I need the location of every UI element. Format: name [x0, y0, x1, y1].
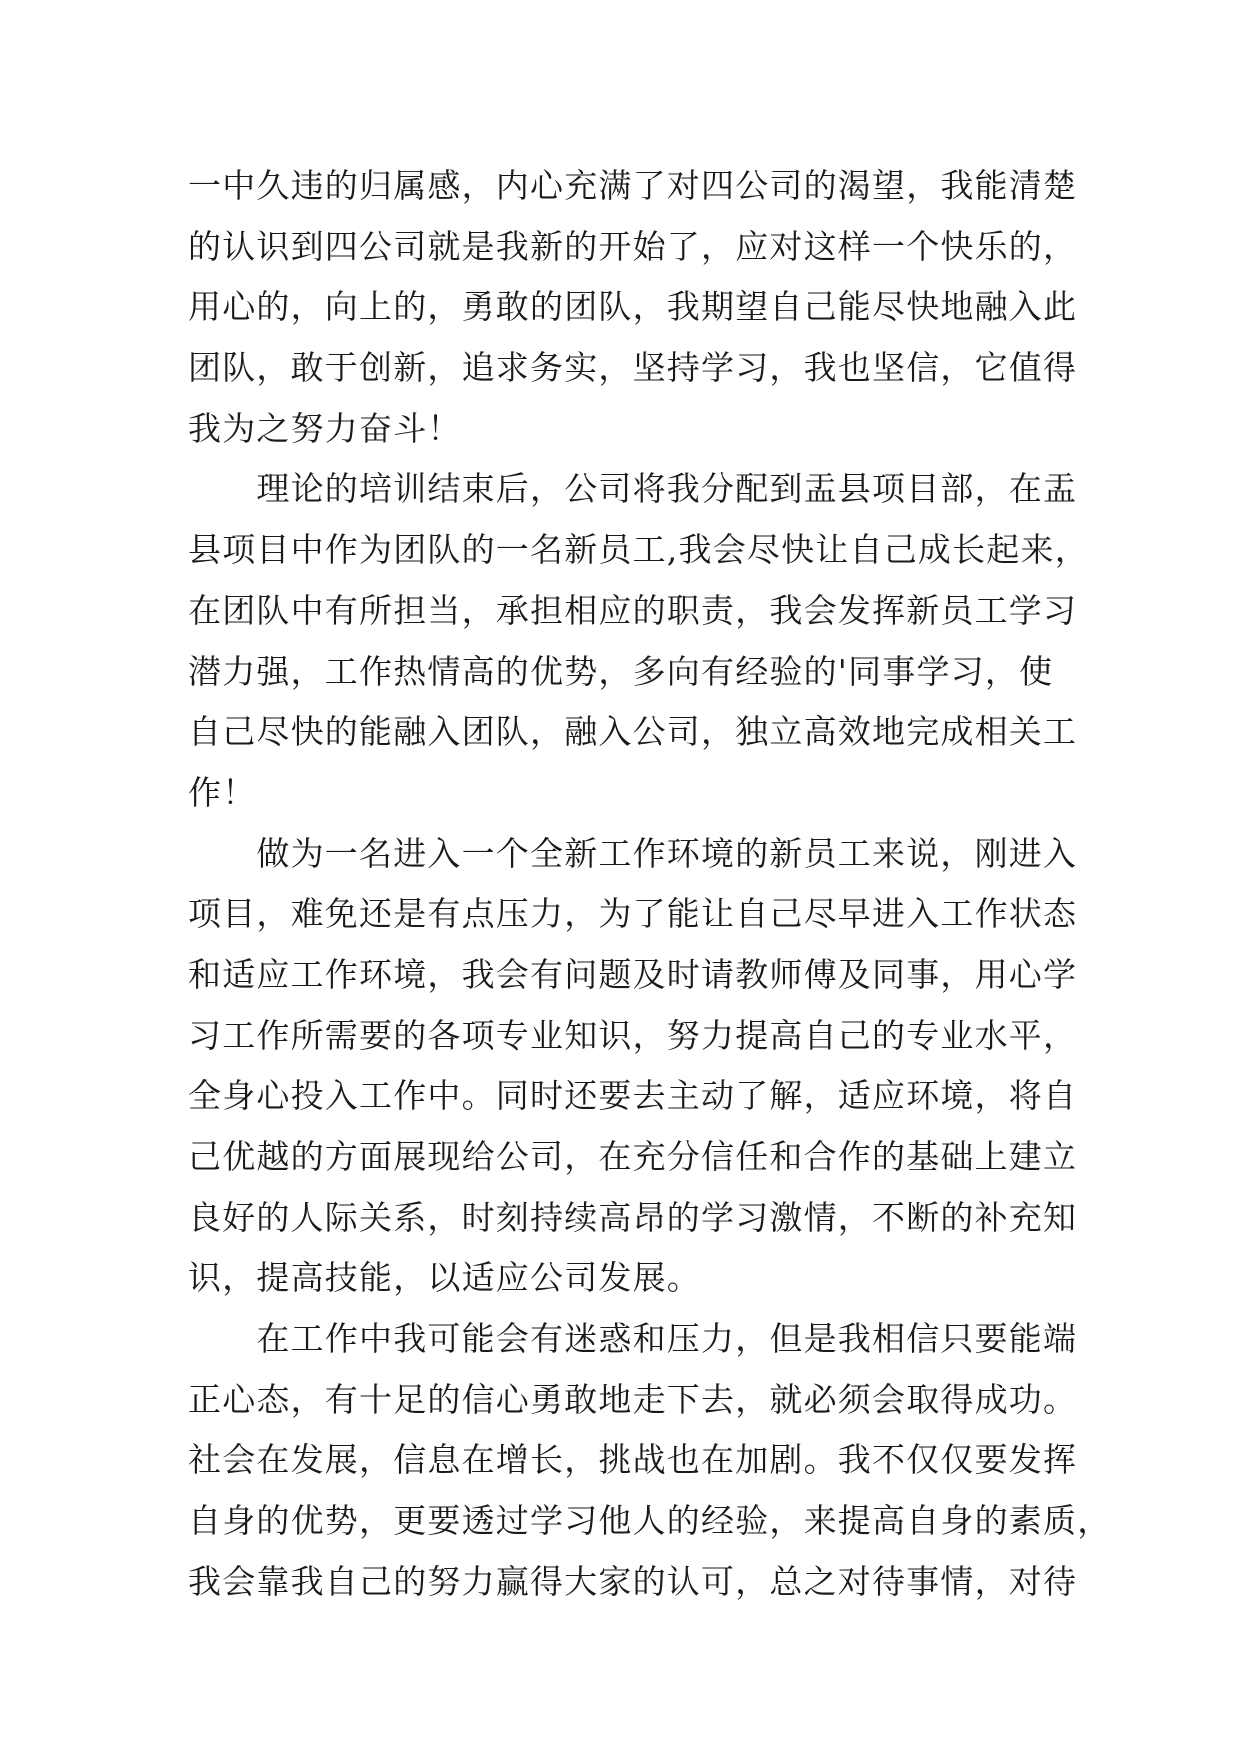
text-line: 在团队中有所担当，承担相应的职责，我会发挥新员工学习	[188, 590, 1078, 630]
text-line: 作！	[188, 772, 257, 812]
text-line: 我会靠我自己的努力赢得大家的认可，总之对待事情，对待	[188, 1561, 1078, 1601]
text-line: 自身的优势，更要透过学习他人的经验，来提高自身的素质，	[188, 1501, 1112, 1541]
text-line: 在工作中我可能会有迷惑和压力，但是我相信只要能端	[188, 1319, 1078, 1359]
text-line: 做为一名进入一个全新工作环境的新员工来说，刚进入	[188, 833, 1078, 873]
text-line: 用心的，向上的，勇敢的团队，我期望自己能尽快地融入此	[188, 287, 1078, 327]
document-body	[188, 156, 1112, 1613]
text-line: 潜力强，工作热情高的优势，多向有经验的'同事学习，使	[188, 651, 1054, 691]
text-line: 己优越的方面展现给公司，在充分信任和合作的基础上建立	[188, 1137, 1078, 1176]
text-line: 识，提高技能，以适应公司发展。	[188, 1258, 701, 1298]
text-line: 理论的培训结束后，公司将我分配到盂县项目部，在盂	[188, 469, 1078, 509]
text-line: 县项目中作为团队的一名新员工,我会尽快让自己成长起来，	[188, 530, 1089, 570]
text-line: 项目，难免还是有点压力，为了能让自己尽早进入工作状态	[188, 894, 1078, 934]
text-line: 全身心投入工作中。同时还要去主动了解，适应环境，将自	[188, 1076, 1078, 1116]
text-line: 一中久违的归属感，内心充满了对四公司的渴望，我能清楚	[188, 166, 1078, 205]
text-line: 社会在发展，信息在增长，挑战也在加剧。我不仅仅要发挥	[188, 1440, 1078, 1480]
text-line: 习工作所需要的各项专业知识，努力提高自己的专业水平，	[188, 1015, 1078, 1055]
text-line: 我为之努力奋斗！	[188, 408, 462, 448]
text-line: 正心态，有十足的信心勇敢地走下去，就必须会取得成功。	[188, 1379, 1078, 1419]
text-line: 的认识到四公司就是我新的开始了，应对这样一个快乐的，	[188, 226, 1078, 266]
text-line: 自己尽快的能融入团队，融入公司，独立高效地完成相关工	[188, 712, 1078, 752]
text-line: 良好的人际关系，时刻持续高昂的学习激情，不断的补充知	[188, 1197, 1078, 1237]
text-line: 团队，敢于创新，追求务实，坚持学习，我也坚信，它值得	[188, 348, 1078, 388]
text-line: 和适应工作环境，我会有问题及时请教师傅及同事，用心学	[188, 954, 1078, 994]
